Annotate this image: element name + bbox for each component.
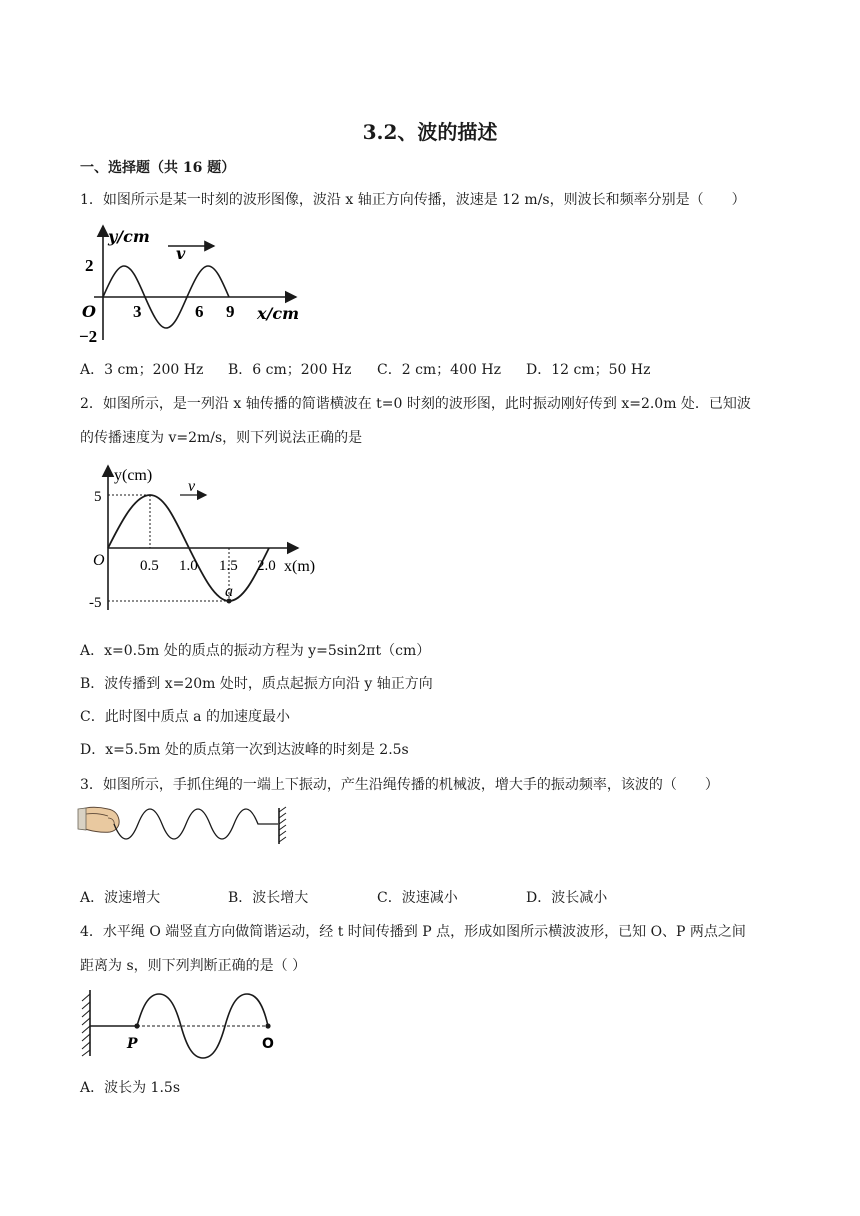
q1-x-label: x/cm [257,304,300,323]
q2-origin-label: O [93,552,105,569]
q2-xtick-1.5: 1.5 [219,558,238,574]
q2-option-a[interactable]: A．x=0.5m 处的质点的振动方程为 y=5sin2πt（cm） [80,643,431,659]
q1-xtick-6: 6 [195,302,204,321]
q2-option-c[interactable]: C．此时图中质点 a 的加速度最小 [80,709,290,725]
q2-v-label: v [188,478,196,495]
hand-icon [78,807,119,832]
q2-a-label: a [225,583,233,600]
q4-label-p: P [127,1036,138,1052]
q3-option-b[interactable]: B．波长增大 [228,890,309,906]
q1-xtick-9: 9 [226,302,235,321]
q3-option-d[interactable]: D．波长减小 [526,890,608,906]
q3-options [80,888,780,908]
q2-x-label: x(m) [284,558,316,575]
q4-option-a[interactable]: A．波长为 1.5s [80,1080,181,1096]
q2-option-b[interactable]: B．波传播到 x=20m 处时，质点起振方向沿 y 轴正方向 [80,676,433,692]
q2-xtick-2.0: 2.0 [257,558,276,574]
q4-stem-line2: 距离为 s，则下列判断正确的是（ ） [80,958,307,974]
q3-option-c[interactable]: C．波速减小 [377,890,458,906]
q1-origin-label: O [82,302,96,321]
q4-label-o: O [262,1036,274,1052]
q4-wave-figure [70,988,290,1060]
q2-xtick-1.0: 1.0 [179,558,198,574]
q1-option-c[interactable]: C．2 cm；400 Hz [377,362,501,378]
q1-ytick-2: 2 [85,256,94,275]
q2-stem-line2: 的传播速度为 v=2m/s，则下列说法正确的是 [80,430,363,446]
q1-options [80,360,780,380]
q1-wave-figure [76,222,306,352]
q1-stem: 1．如图所示是某一时刻的波形图像，波沿 x 轴正方向传播，波速是 12 m/s，则波长和频率分别是（ ） [80,192,746,208]
q2-y-label: y(cm) [114,467,153,484]
q1-v-label: v [176,244,186,263]
q1-y-label: y/cm [108,227,150,246]
q3-wall-hatch [279,807,286,842]
q1-option-b[interactable]: B．6 cm；200 Hz [228,362,352,378]
q2-wave-figure [88,462,338,622]
q2-xtick-0.5: 0.5 [140,558,159,574]
q3-stem: 3．如图所示，手抓住绳的一端上下振动，产生沿绳传播的机械波，增大手的振动频率，该波的（ ） [80,777,719,793]
q2-ytick-neg5: -5 [89,595,102,611]
q2-stem-line1: 2．如图所示，是一列沿 x 轴传播的简谐横波在 t=0 时刻的波形图，此时振动刚好传到 x=2.0m 处．已知波 [80,396,751,412]
q1-ytick-neg2: −2 [79,327,98,346]
q3-option-a[interactable]: A．波速增大 [80,890,161,906]
q2-option-d[interactable]: D．x=5.5m 处的质点第一次到达波峰的时刻是 2.5s [80,742,409,758]
q4-stem-line1: 4．水平绳 O 端竖直方向做简谐运动，经 t 时间传播到 P 点，形成如图所示横波波形，已知 O、P 两点之间 [80,924,746,940]
q1-option-a[interactable]: A．3 cm；200 Hz [80,362,204,378]
page-title: 3.2、波的描述 [362,120,498,144]
q4-point-p [134,1023,139,1028]
q4-wall-hatch [82,994,90,1056]
section-heading: 一、选择题（共 16 题） [80,160,236,176]
q3-rope-wave [114,809,278,839]
q1-xtick-3: 3 [133,302,142,321]
q3-rope-figure [78,800,298,850]
q1-option-d[interactable]: D．12 cm；50 Hz [526,362,651,378]
q4-point-o [265,1023,270,1028]
q2-ytick-5: 5 [94,489,102,505]
